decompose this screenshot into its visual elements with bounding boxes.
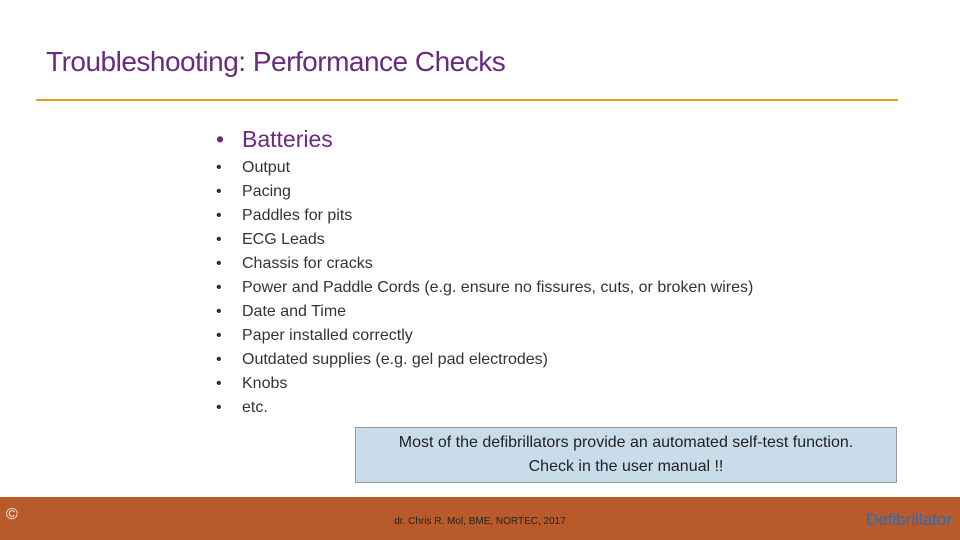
list-item-label: Paddles for pits [242, 207, 353, 224]
bullet-icon: • [216, 351, 222, 368]
footer-bar [0, 497, 960, 540]
list-item [216, 300, 753, 324]
brand-label: Defibrillator [866, 510, 952, 529]
self-test-note [355, 427, 897, 483]
list-item-label: Date and Time [242, 303, 347, 320]
list-item [216, 180, 753, 204]
list-item [216, 204, 753, 228]
list-item [216, 276, 753, 300]
copyright-icon: © [6, 506, 18, 523]
list-item-label: Outdated supplies (e.g. gel pad electrodes) [242, 351, 548, 368]
list-item-label: Output [242, 159, 291, 176]
list-heading-label: Batteries [242, 126, 333, 152]
bullet-icon: • [216, 303, 222, 320]
list-item [216, 252, 753, 276]
list-item [216, 156, 753, 180]
bullet-icon: • [216, 207, 222, 224]
author-credit: dr. Chris R. Mol, BME, NORTEC, 2017 [394, 516, 566, 527]
list-item-label: Pacing [242, 183, 291, 200]
bullet-icon: • [216, 159, 222, 176]
list-item [216, 228, 753, 252]
list-item-label: Power and Paddle Cords (e.g. ensure no fissures, cuts, or broken wires) [242, 279, 754, 296]
list-item-label: etc. [242, 399, 268, 416]
list-item [216, 348, 753, 372]
bullet-icon: • [216, 183, 222, 200]
bullet-icon: • [216, 231, 222, 248]
list-item-label: Knobs [242, 375, 288, 392]
note-line-2: Check in the user manual !! [528, 458, 724, 475]
bullet-icon: • [216, 375, 222, 392]
slide-title: Troubleshooting: Performance Checks [46, 46, 506, 77]
bullet-icon: • [216, 255, 222, 272]
bullet-icon: • [216, 399, 222, 416]
list-heading [216, 126, 333, 153]
list-item [216, 324, 753, 348]
title-divider [36, 99, 898, 101]
list-item-label: Chassis for cracks [242, 255, 373, 272]
checklist [216, 156, 753, 420]
bullet-icon: • [216, 126, 225, 152]
list-item [216, 396, 753, 420]
note-line-1: Most of the defibrillators provide an automated self-test function. [398, 434, 854, 451]
list-item-label: ECG Leads [242, 231, 325, 248]
bullet-icon: • [216, 327, 222, 344]
list-item-label: Paper installed correctly [242, 327, 413, 344]
bullet-icon: • [216, 279, 222, 296]
list-item [216, 372, 753, 396]
